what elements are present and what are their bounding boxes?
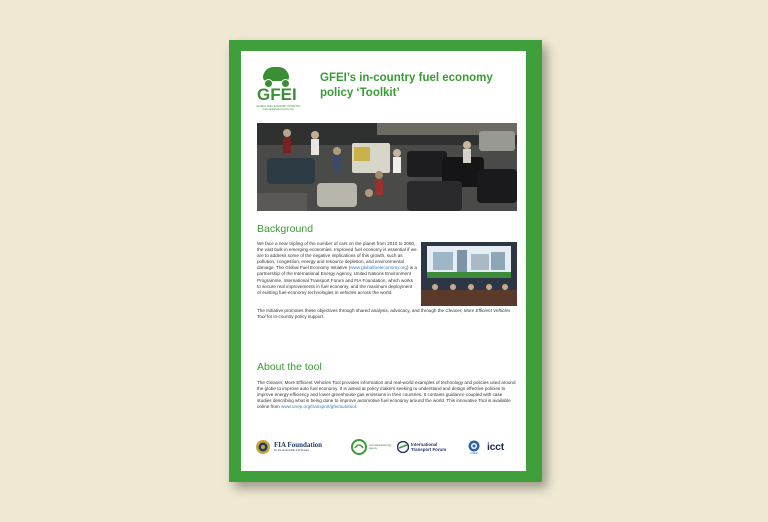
fia-logo: FIA Foundation for the Automobile and Society xyxy=(255,436,347,458)
about-heading: About the tool xyxy=(257,361,322,373)
background-paragraph: We face a near tripling of the number of cars on the planet from 2010 to 2050, the vast bulk in emerging economies. Improved fuel economy is essential if we are to address some of the negative implications of this growth, such as pollution, congestion, energy and resource depletion, and environmental damage. The Global Fuel Economy Initiative (www.globalfueleconomy.org) is a partnership of the International Energy Agency, United Nations Environment Programme, International Transport Forum and FIA Foundation, which works to secure real improvements in fuel economy, and the maximum deployment of existing fuel-economy technologies in vehicles across the world. xyxy=(257,241,417,295)
flyer-page xyxy=(241,51,526,471)
itf-emblem-icon xyxy=(397,441,409,453)
about-paragraph: The Cleaner, More Efficient Vehicles Tool provides information and real-world examples of technology and policies used around the globe to improve auto fuel economy. It is aimed at policy makers seeking to understand and design effective policies to improve energy efficiency and lower greenhouse gas emissions in their countries. It contains guidance coupled with case studies describing what is being done to improve automotive fuel economy around the world. This innovative Tool is available online from www.unep.org/transport/gfei/autotool. xyxy=(257,380,516,410)
autotool-link[interactable]: www.unep.org/transport/gfei/autotool xyxy=(281,404,356,410)
iea-emblem-icon xyxy=(351,439,367,455)
background-heading: Background xyxy=(257,223,314,235)
flyer-sheet xyxy=(229,40,542,482)
unep-logo: UNEP xyxy=(465,436,483,458)
logo-subtext: GLOBAL FUEL ECONOMY INITIATIVE www.globalfueleconomy.org xyxy=(256,105,300,111)
conference-photo xyxy=(421,242,517,306)
traffic-photo xyxy=(257,123,517,211)
logo-text: GFEI xyxy=(257,85,297,104)
fia-emblem-icon xyxy=(255,439,271,455)
gfei-logo xyxy=(255,65,299,115)
unep-emblem-icon xyxy=(468,440,480,452)
partner-logos xyxy=(255,436,517,460)
page-title: GFEI’s in-country fuel economy policy ‘Toolkit’ xyxy=(320,72,493,99)
iea-logo: International Energy Agency xyxy=(351,436,395,458)
itf-logo: International Transport Forum xyxy=(397,436,463,458)
background-paragraph-cont: The Initiative promotes these objectives through shared analysis, advocacy, and through the Cleaner, More Efficient Vehicles Tool for in-country policy support. xyxy=(257,308,511,320)
icct-logo: icct xyxy=(487,441,504,453)
gfei-link[interactable]: www.globalfueleconomy.org xyxy=(350,265,407,271)
